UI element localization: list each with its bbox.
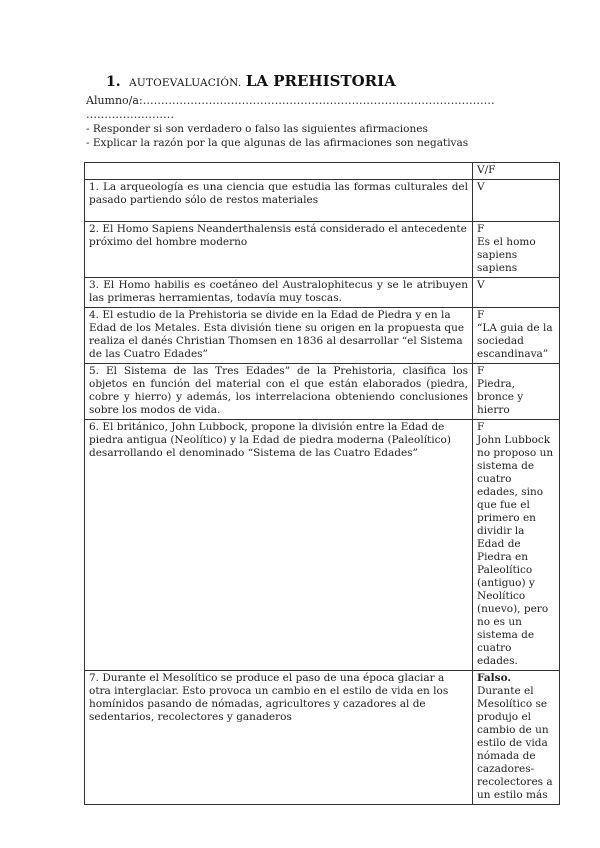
table-row xyxy=(85,222,560,278)
reason: “LA guia de la sociedad escandinava” xyxy=(477,322,553,360)
instruction-line: - Responder si son verdadero o falso las siguientes afirmaciones xyxy=(86,123,428,135)
section-number: 1. xyxy=(106,74,121,90)
table-row xyxy=(85,671,560,805)
table-row xyxy=(85,364,560,420)
table-row xyxy=(85,308,560,364)
statement-cell xyxy=(85,364,473,420)
table-row xyxy=(85,278,560,308)
answer-cell xyxy=(473,308,560,364)
verdict: Falso. xyxy=(477,672,512,684)
header-statement-cell xyxy=(85,163,473,180)
reason: Piedra, bronce y hierro xyxy=(477,378,524,416)
answer-cell xyxy=(473,671,560,805)
statement-text: 3. El Homo habilis es coetáneo del Australophitecus y se le atribuyen las primeras herramientas, todavía muy toscas. xyxy=(89,279,468,304)
verdict: V xyxy=(477,181,485,193)
true-false-table xyxy=(84,162,560,805)
statement-text: 7. Durante el Mesolítico se produce el paso de una época glaciar a otra interglaciar. Esto provoca un cambio en el estilo de vida en los homínidos pasando de nómadas, agricultores y cazadores al de sedentarios, recolectores y ganaderos xyxy=(89,672,449,723)
statement-text: 5. El Sistema de las Tres Edades” de la Prehistoria, clasifica los objetos en función del material con el que están elaborados (piedra, cobre y hierro) y además, los interrelaciona obteniendo conclusiones sobre los modos de vida. xyxy=(89,365,468,416)
statement-cell xyxy=(85,671,473,805)
statement-text: 2. El Homo Sapiens Neanderthalensis está considerado el antecedente próximo del hombre moderno xyxy=(89,223,467,248)
statement-text: 6. El británico, John Lubbock, propone la división entre la Edad de piedra antigua (Neolítico) y la Edad de piedra moderna (Paleolítico) desarrollando el denominado “Sistema de las Cuatro Edades” xyxy=(89,421,451,459)
verdict: V xyxy=(477,279,485,291)
student-dots-continued: …………………… xyxy=(86,108,174,121)
verdict: F xyxy=(477,223,485,235)
header-vf-cell: V/F xyxy=(473,163,560,180)
reason: Durante el Mesolítico se produjo el cambio de un estilo de vida nómada de cazadores-recolectores a un estilo más xyxy=(477,685,553,801)
table-row xyxy=(85,180,560,222)
verdict: F xyxy=(477,365,485,377)
statement-cell xyxy=(85,308,473,364)
answer-cell xyxy=(473,420,560,671)
statement-cell xyxy=(85,222,473,278)
statement-text: 4. El estudio de la Prehistoria se divide en la Edad de Piedra y en la Edad de los Metales. Esta división tiene su origen en la propuesta que realiza el danés Christian Thomsen en 1836 al desarrollar “el Sistema de las Cuatro Edades” xyxy=(89,309,465,360)
answer-cell xyxy=(473,180,560,222)
answer-cell xyxy=(473,364,560,420)
heading-pretitle: AUTOEVALUACIÓN. xyxy=(129,77,242,89)
page-title: LA PREHISTORIA xyxy=(245,72,396,90)
instructions xyxy=(86,122,468,150)
table-row xyxy=(85,420,560,671)
reason: Es el homo sapiens sapiens xyxy=(477,236,536,274)
student-label: Alumno/a: xyxy=(86,94,143,107)
statement-cell xyxy=(85,180,473,222)
verdict: F xyxy=(477,421,485,433)
student-dots: …………………………………………………………………………………… xyxy=(142,94,495,107)
statement-cell xyxy=(85,278,473,308)
answer-cell xyxy=(473,222,560,278)
reason: John Lubbock no proposo un sistema de cuatro edades, sino que fue el primero en dividir la Edad de Piedra en Paleolítico (antiguo) y Neolítico (nuevo), pero no es un sistema de cuatro edades. xyxy=(477,434,554,667)
statement-cell xyxy=(85,420,473,671)
worksheet-heading xyxy=(106,72,396,90)
student-name-line xyxy=(86,94,506,122)
instruction-line: - Explicar la razón por la que algunas de las afirmaciones son negativas xyxy=(86,137,469,149)
table-header-row xyxy=(85,163,560,180)
statement-text: 1. La arqueología es una ciencia que estudia las formas culturales del pasado partiendo sólo de restos materiales xyxy=(89,181,468,206)
answer-cell xyxy=(473,278,560,308)
verdict: F xyxy=(477,309,485,321)
